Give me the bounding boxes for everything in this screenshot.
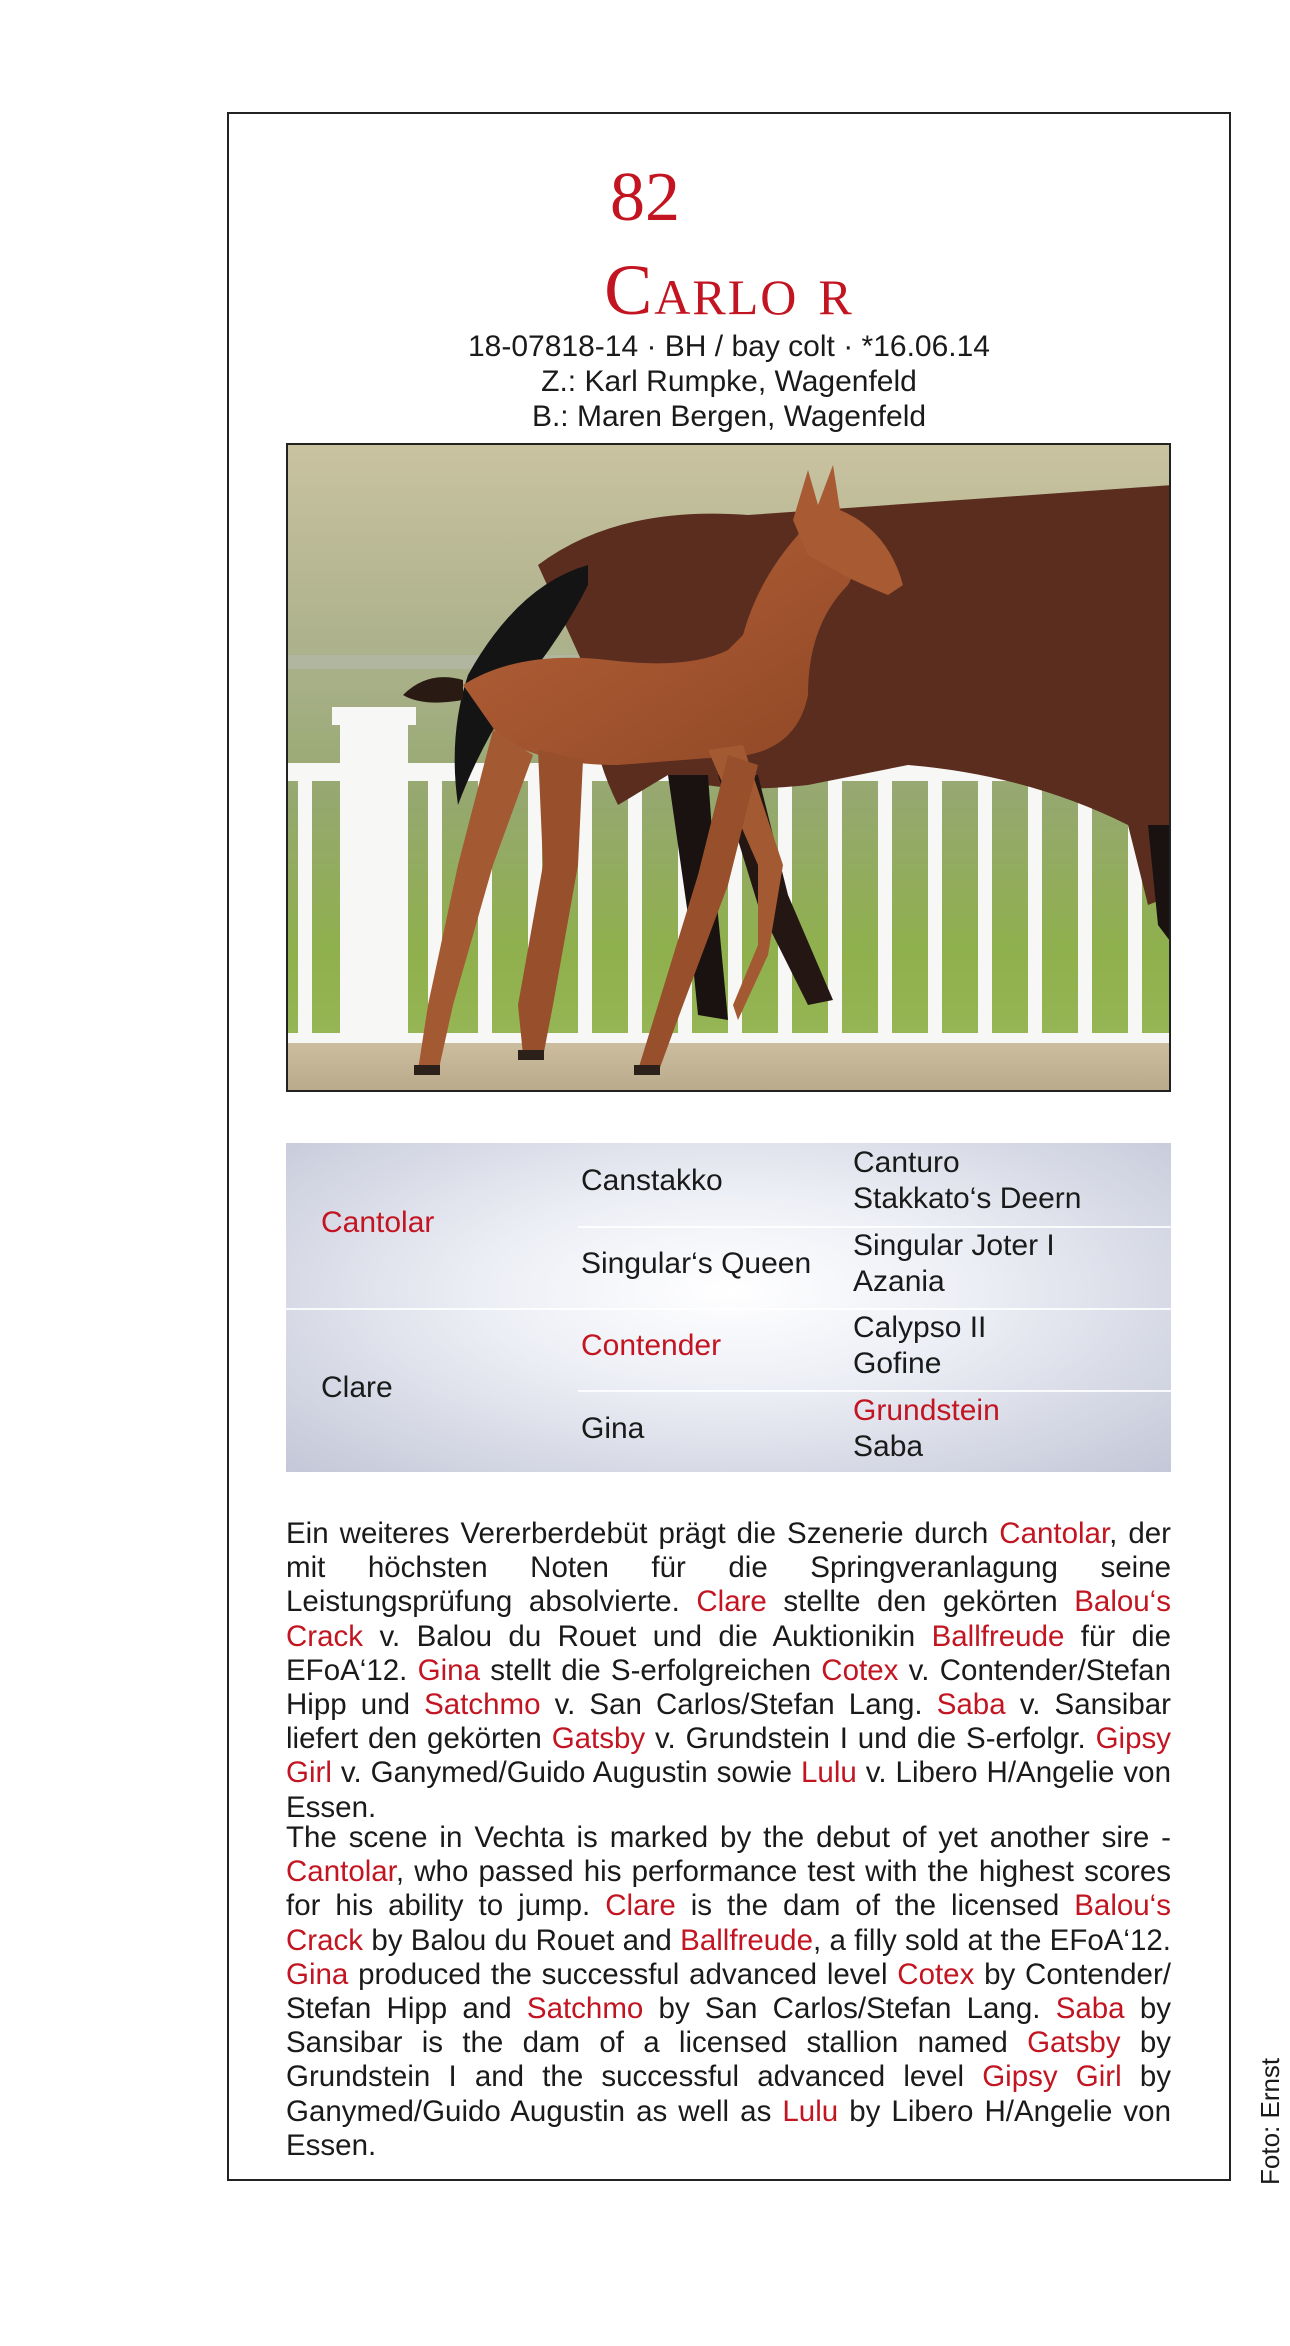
text-segment: is the dam of the licensed	[675, 1889, 1075, 1923]
text-segment: v. Contender/Stefan Hipp und	[286, 1653, 1171, 1722]
text-segment: v. Ganymed/Guido Augustin sowie	[331, 1756, 802, 1790]
text-segment: , who passed his performance test with the highest scores for his ability to jump.	[286, 1855, 1171, 1923]
pedigree-divider	[578, 1390, 1171, 1392]
text-segment: by Balou du Rouet and	[363, 1923, 681, 1957]
highlighted-name: Balou‘s Crack	[286, 1889, 1171, 1957]
pedigree-dam: Clare	[321, 1371, 393, 1404]
highlighted-name: Gatsby	[551, 1722, 646, 1756]
highlighted-name: Cotex	[897, 1957, 975, 1991]
text-segment: v. Sansibar liefert den gekörten	[286, 1688, 1171, 1756]
pedigree-dam-dam: Gina	[581, 1412, 645, 1445]
pedigree-divider	[286, 1308, 1171, 1310]
highlighted-name: Ballfreude	[931, 1619, 1065, 1653]
highlighted-name: Lulu	[782, 2094, 839, 2128]
text-segment: v. Grundstein I und die S-erfolgr.	[645, 1722, 1096, 1756]
description-german	[286, 1517, 1171, 1825]
highlighted-name: Cantolar	[286, 1855, 396, 1889]
pedigree-divider	[578, 1226, 1171, 1228]
photo-credit: Foto: Ernst	[1255, 2057, 1285, 2185]
horse-registration-line: 18-07818-14 · BH / bay colt · *16.06.14	[468, 330, 990, 363]
pedigree-ancestor: Calypso II	[853, 1311, 987, 1344]
highlighted-name: Cotex	[821, 1653, 899, 1687]
highlighted-name: Clare	[696, 1585, 767, 1619]
text-segment: by Libero H/Angelie von Essen.	[286, 2094, 1171, 2162]
highlighted-name: Ballfreude	[680, 1923, 813, 1957]
highlighted-name: Cantolar	[999, 1517, 1110, 1550]
pedigree-sire: Cantolar	[321, 1206, 435, 1239]
pedigree-ancestor: Stakkato‘s Deern	[853, 1182, 1082, 1215]
foal-photo-illustration	[288, 445, 1171, 1092]
text-segment: , a filly sold at the EFoA‘12.	[812, 1923, 1171, 1957]
owner-line: B.: Maren Bergen, Wagenfeld	[531, 400, 927, 433]
text-segment: by Sansibar is the dam of a licensed stallion named	[286, 1992, 1171, 2060]
pedigree-ancestor: Gofine	[853, 1347, 942, 1380]
text-segment: The scene in Vechta is marked by the debut of yet another sire -	[286, 1821, 1171, 1854]
text-segment: stellte den gekörten	[766, 1585, 1075, 1619]
highlighted-name: Saba	[936, 1688, 1006, 1722]
text-segment: v. Balou du Rouet und die Auktionikin	[363, 1619, 932, 1653]
highlighted-name: Lulu	[801, 1756, 857, 1790]
text-segment: by Ganymed/Guido Augustin as well as	[286, 2060, 1171, 2128]
text-segment: v. San Carlos/Stefan Lang.	[540, 1688, 937, 1722]
lot-number: 82	[610, 159, 680, 236]
pedigree-table	[286, 1143, 1171, 1472]
highlighted-name: Balou‘s Crack	[286, 1585, 1171, 1653]
pedigree-ancestor: Saba	[853, 1430, 924, 1463]
pedigree-sire-sire: Canstakko	[581, 1164, 723, 1197]
breeder-line: Z.: Karl Rumpke, Wagenfeld	[541, 365, 917, 398]
pedigree-ancestor: Singular Joter I	[853, 1229, 1055, 1262]
highlighted-name: Saba	[1055, 1992, 1125, 2026]
text-segment: by Contender/ Stefan Hipp and	[286, 1957, 1171, 2026]
foal-photo	[286, 443, 1171, 1092]
highlighted-name: Gipsy Girl	[982, 2060, 1122, 2094]
text-segment: produced the successful advanced level	[348, 1957, 898, 1991]
text-segment: stellt die S-erfolgreichen	[479, 1653, 822, 1687]
text-segment: Ein weiteres Vererberdebüt prägt die Szenerie durch	[286, 1517, 1000, 1550]
text-segment: v. Libero H/Angelie von Essen.	[286, 1756, 1171, 1824]
highlighted-name: Gipsy Girl	[286, 1722, 1171, 1790]
text-segment: by San Carlos/Stefan Lang.	[643, 1992, 1056, 2026]
text-segment: by Grundstein I and the successful advanced level	[286, 2026, 1171, 2094]
highlighted-name: Satchmo	[526, 1992, 644, 2026]
pedigree-ancestor: Grundstein	[853, 1394, 1000, 1427]
pedigree-ancestor: Canturo	[853, 1146, 960, 1179]
text-segment: , der mit höchsten Noten für die Springveranlagung seine Leistungsprüfung absolvierte.	[286, 1517, 1172, 1619]
highlighted-name: Gina	[286, 1957, 349, 1991]
pedigree-sire-dam: Singular‘s Queen	[581, 1247, 812, 1280]
highlighted-name: Gatsby	[1027, 2026, 1121, 2060]
description-english	[286, 1821, 1171, 2163]
highlighted-name: Satchmo	[424, 1688, 541, 1722]
pedigree-ancestor: Azania	[853, 1265, 945, 1298]
highlighted-name: Gina	[417, 1653, 480, 1687]
text-segment: für die EFoA‘12.	[286, 1619, 1171, 1687]
horse-name: Carlo r	[604, 250, 854, 330]
highlighted-name: Clare	[605, 1889, 676, 1923]
pedigree-dam-sire: Contender	[581, 1329, 722, 1362]
